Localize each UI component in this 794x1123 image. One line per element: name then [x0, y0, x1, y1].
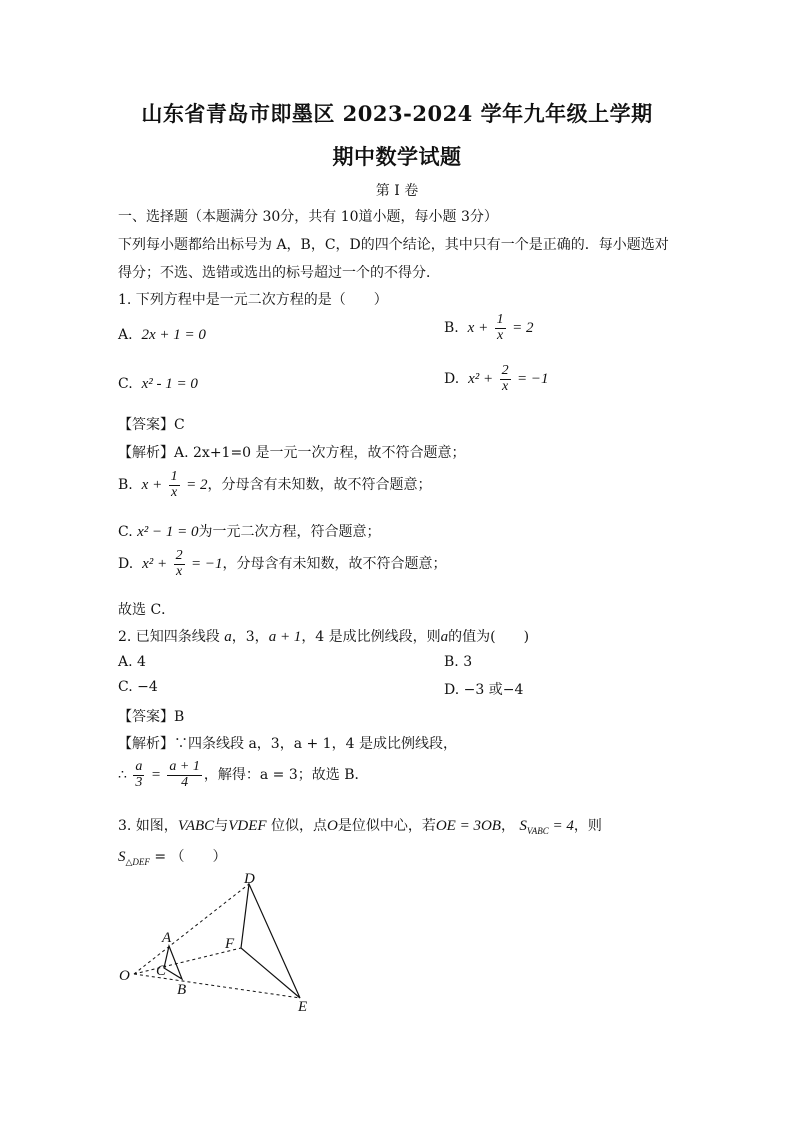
point-label-d: D — [244, 871, 255, 887]
equals-sign: = — [150, 767, 161, 784]
exp-label: B. — [118, 477, 133, 494]
q2-var-a: a — [224, 629, 232, 645]
q2-option-c: C. −4 — [118, 679, 158, 695]
exp-pre: x + — [141, 477, 163, 494]
document-title-line1: 山东省青岛市即墨区 2023-2024 学年九年级上学期 — [141, 101, 653, 126]
q3-area-symbol: S — [519, 818, 527, 834]
q1-option-b-fraction — [495, 313, 506, 343]
fraction-denominator: 3 — [135, 774, 143, 790]
q1-option-c-label: C. — [118, 376, 133, 392]
q3-triangle-abc: VABC — [177, 818, 215, 834]
fraction-denominator: x — [171, 484, 178, 500]
q3-stem-mid2: 位似，点 — [266, 818, 327, 834]
q2-answer: 【答案】B — [118, 709, 185, 725]
instructions-line2: 得分；不选、选错或选出的标号超过一个的不得分． — [118, 265, 440, 281]
q3-geometry-figure — [110, 870, 340, 1020]
q2-option-a: A. 4 — [118, 654, 146, 670]
q1-option-d-post: = −1 — [517, 371, 549, 388]
q3-stem-line2 — [118, 846, 227, 868]
exp-post: = −1 — [191, 556, 223, 573]
point-label-b: B — [177, 982, 187, 998]
q1-option-d-fraction — [500, 364, 511, 394]
q1-option-a-label: A. — [118, 327, 133, 343]
q2-stem-mid1: ，3， — [231, 629, 269, 645]
q1-option-a — [118, 327, 206, 344]
point-label-e: E — [298, 999, 308, 1015]
q2-option-b: B. 3 — [444, 654, 473, 670]
fraction-denominator: 4 — [181, 774, 189, 790]
q3-stem-post: ，则 — [573, 818, 602, 834]
exp-fraction — [169, 470, 180, 500]
exp-post: = 2 — [186, 477, 208, 494]
q3-area-subscript: △DEF — [125, 856, 150, 867]
fraction-numerator: 1 — [170, 469, 178, 484]
fraction-denominator: x — [501, 378, 509, 394]
q1-explanation-b — [118, 470, 431, 500]
q3-stem-mid4: ， — [500, 818, 515, 834]
ray-od — [134, 884, 249, 974]
q1-option-c-expr: x² - 1 = 0 — [141, 376, 198, 392]
fraction-numerator: a + 1 — [169, 759, 200, 774]
therefore-symbol: ∴ — [118, 767, 127, 784]
q3-stem-mid1: 与 — [214, 818, 229, 834]
point-label-c: C — [156, 963, 167, 979]
exp-label: C. — [118, 524, 133, 540]
q2-option-d: D. −3 或−4 — [444, 682, 524, 698]
q2-fraction-1 — [133, 760, 144, 790]
fraction-denominator: x — [497, 327, 504, 343]
q1-explanation-a: 【解析】A. 2x+1=0 是一元一次方程，故不符合题意； — [118, 445, 466, 461]
q1-option-b-post: = 2 — [512, 320, 534, 337]
q1-explanation-d — [118, 549, 447, 579]
exp-text: ，分母含有未知数，故不符合题意； — [207, 477, 432, 494]
q2-stem-pre: 2. 已知四条线段 — [118, 629, 220, 645]
fraction-numerator: 2 — [501, 363, 509, 378]
triangle-abc — [164, 946, 182, 979]
q1-option-b-pre: x + — [467, 320, 489, 337]
q1-explanation-c — [118, 521, 381, 541]
q2-explanation-2 — [118, 760, 368, 790]
q2-stem-post: 的值为( ) — [448, 629, 530, 645]
fraction-denominator: x — [175, 563, 183, 579]
q1-option-d-pre: x² + — [468, 371, 494, 388]
exp-text: 为一元二次方程，符合题意； — [198, 524, 381, 540]
q1-option-d — [444, 364, 549, 394]
q2-expr-a1: a + 1 — [268, 629, 302, 645]
triangle-def — [241, 884, 300, 998]
q1-conclusion: 故选 C． — [118, 602, 176, 618]
q2-fraction-2 — [167, 760, 201, 790]
q3-triangle-def: VDEF — [228, 818, 267, 834]
section-heading: 一、选择题（本题满分 30分，共有 10道小题，每小题 3分） — [118, 209, 498, 225]
q3-stem-mid3: 是位似中心，若 — [337, 818, 436, 834]
volume-label: 第 I 卷 — [375, 183, 419, 199]
exp-fraction — [174, 549, 185, 579]
q3-stem-pre: 3. 如图， — [118, 818, 178, 834]
q3-area-symbol: S — [118, 849, 126, 865]
fraction-numerator: 1 — [496, 312, 504, 327]
point-label-a: A — [162, 930, 172, 946]
q2-stem-mid2: ，4 是成比例线段，则 — [301, 629, 441, 645]
q1-answer: 【答案】C — [118, 417, 185, 433]
q1-option-a-expr: 2x + 1 = 0 — [141, 327, 206, 343]
q2-explanation-text: ，解得：a = 3；故选 B． — [203, 767, 369, 784]
exp-pre: x² + — [142, 556, 168, 573]
instructions-line1: 下列每小题都给出标号为 A，B，C，D的四个结论，其中只有一个是正确的．每小题选对 — [118, 237, 669, 253]
point-label-f: F — [225, 936, 235, 952]
point-label-o: O — [119, 968, 130, 984]
q3-area-value: = 4 — [548, 818, 574, 834]
fraction-numerator: a — [135, 759, 143, 774]
exp-text: ，分母含有未知数，故不符合题意； — [222, 556, 447, 573]
fraction-numerator: 2 — [175, 548, 183, 563]
exp-expr: x² − 1 = 0 — [137, 524, 199, 540]
q3-stem-post: = （ ） — [149, 849, 227, 865]
q3-area-subscript: VABC — [526, 825, 549, 836]
q2-stem — [118, 626, 529, 646]
q2-var-a2: a — [440, 629, 449, 645]
q1-option-b — [444, 313, 533, 343]
q1-stem: 1. 下列方程中是一元二次方程的是（ ） — [118, 292, 388, 308]
q1-option-b-label: B. — [444, 320, 459, 337]
q3-point-o: O — [326, 818, 338, 834]
q3-stem-line1 — [118, 815, 602, 836]
q1-option-c — [118, 376, 198, 393]
exp-label: D. — [118, 556, 134, 573]
q2-explanation-1: 【解析】∵四条线段 a，3，a + 1，4 是成比例线段， — [118, 736, 457, 752]
q1-option-d-label: D. — [444, 371, 460, 388]
document-title-line2: 期中数学试题 — [332, 144, 462, 169]
q3-condition: OE = 3OB — [435, 818, 501, 834]
